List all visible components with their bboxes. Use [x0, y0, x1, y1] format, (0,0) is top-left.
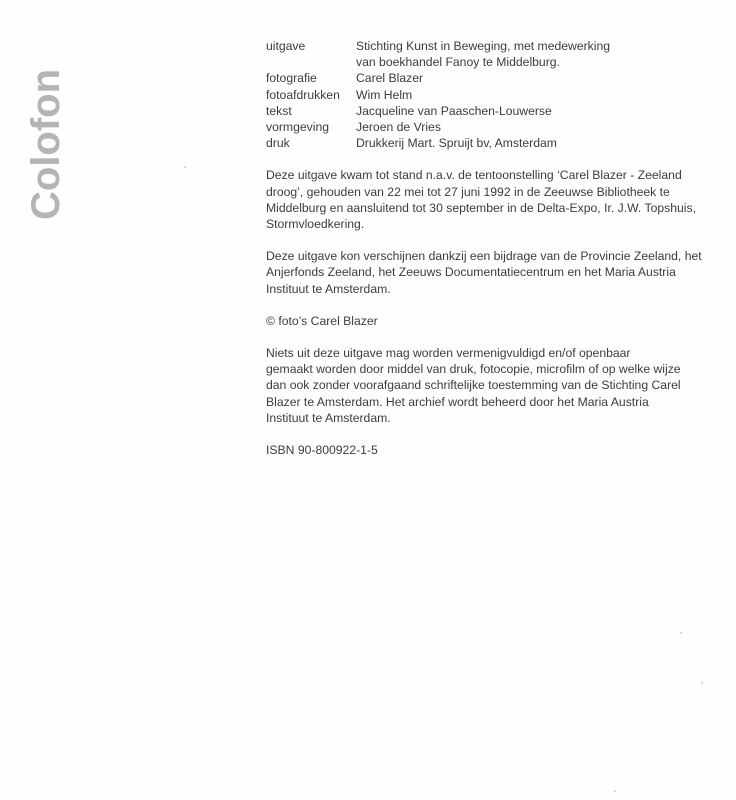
copyright-line: © foto’s Carel Blazer: [266, 313, 378, 328]
credit-label-photography: fotografie: [266, 71, 317, 86]
paper-speck: [680, 632, 682, 634]
credit-label-design: vormgeving: [266, 120, 329, 135]
credits-list: [266, 38, 706, 151]
credit-value-text: Jacqueline van Paaschen-Louwerse: [356, 103, 552, 118]
exhibition-paragraph: Deze uitgave kwam tot stand n.a.v. de tentoonstelling ‘Carel Blazer - Zeeland droog’, gehouden van 22 mei tot 27 juni 1992 in de Zeeuwse Bibliotheek te Middelburg en aansluitend tot 30 september in de Delta-Expo, Ir. J.W. Topshuis, Stormvloedkering.: [266, 168, 696, 232]
paper-speck: [701, 682, 703, 684]
paper-speck: [184, 166, 186, 168]
side-title-text: Colofon: [24, 68, 68, 220]
credit-value-design: Jeroen de Vries: [356, 120, 441, 135]
credit-value-publisher: Stichting Kunst in Beweging, met medewerking van boekhandel Fanoy te Middelburg.: [356, 39, 611, 70]
credit-label-photo-prints: fotoafdrukken: [266, 87, 340, 102]
isbn-line: ISBN 90-800922-1-5: [266, 443, 378, 458]
credit-value-printing: Drukkerij Mart. Spruijt bv, Amsterdam: [356, 136, 557, 151]
credit-value-photography: Carel Blazer: [356, 71, 424, 86]
credit-label-text: tekst: [266, 103, 292, 118]
credit-label-printing: druk: [266, 136, 290, 151]
credit-label-publisher: uitgave: [266, 39, 306, 53]
funding-paragraph: Deze uitgave kon verschijnen dankzij een bijdrage van de Provincie Zeeland, het Anjerfonds Zeeland, het Zeeuws Documentatiecentrum en het Maria Austria Instituut te Amsterdam.: [266, 249, 702, 296]
credit-value-photo-prints: Wim Helm: [356, 87, 413, 102]
paper-speck: [614, 790, 616, 792]
side-title: [24, 40, 68, 220]
colophon-content: [266, 38, 706, 474]
rights-paragraph: Niets uit deze uitgave mag worden vermenigvuldigd en/of openbaar gemaakt worden door middel van druk, fotocopie, microfilm of op welke wijze dan ook zonder voorafgaand schriftelijke toestemming van de Stichting Carel Blazer te Amsterdam. Het archief wordt beheerd door het Maria Austria Instituut te Amsterdam.: [266, 346, 681, 425]
